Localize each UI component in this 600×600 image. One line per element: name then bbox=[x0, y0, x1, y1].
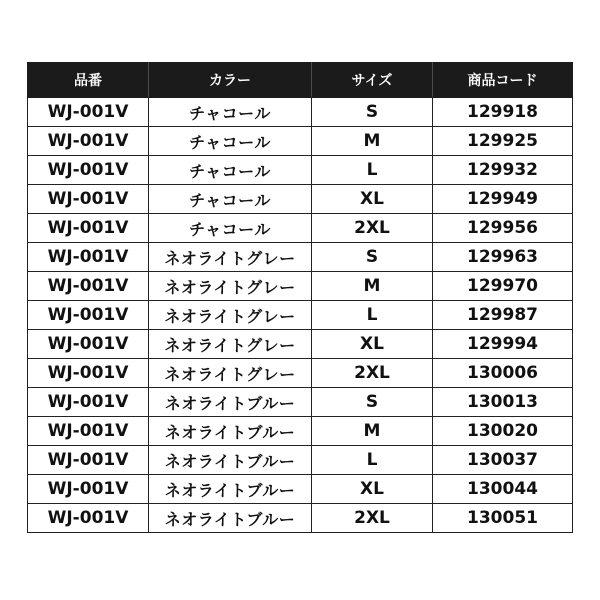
part-number-cell: WJ-001V bbox=[28, 301, 149, 330]
table-body bbox=[28, 98, 573, 533]
color-cell: チャコール bbox=[149, 127, 312, 156]
color-cell: ネオライトグレー bbox=[149, 359, 312, 388]
table-row bbox=[28, 272, 573, 301]
part-number-cell: WJ-001V bbox=[28, 243, 149, 272]
column-header-size: サイズ bbox=[312, 63, 433, 98]
size-cell: S bbox=[312, 98, 433, 127]
color-cell: チャコール bbox=[149, 156, 312, 185]
size-cell: 2XL bbox=[312, 504, 433, 533]
color-cell: チャコール bbox=[149, 214, 312, 243]
product-code-cell: 129970 bbox=[433, 272, 573, 301]
part-number-cell: WJ-001V bbox=[28, 475, 149, 504]
column-header-part-number: 品番 bbox=[28, 63, 149, 98]
part-number-cell: WJ-001V bbox=[28, 417, 149, 446]
column-header-product-code: 商品コード bbox=[433, 63, 573, 98]
part-number-cell: WJ-001V bbox=[28, 156, 149, 185]
color-cell: ネオライトブルー bbox=[149, 388, 312, 417]
color-cell: ネオライトブルー bbox=[149, 417, 312, 446]
color-cell: チャコール bbox=[149, 185, 312, 214]
product-code-cell: 130006 bbox=[433, 359, 573, 388]
column-header-color: カラー bbox=[149, 63, 312, 98]
header-row bbox=[28, 63, 573, 98]
part-number-cell: WJ-001V bbox=[28, 185, 149, 214]
product-code-cell: 129918 bbox=[433, 98, 573, 127]
product-code-cell: 129994 bbox=[433, 330, 573, 359]
table-row bbox=[28, 388, 573, 417]
color-cell: ネオライトブルー bbox=[149, 446, 312, 475]
color-cell: ネオライトブルー bbox=[149, 504, 312, 533]
color-cell: ネオライトグレー bbox=[149, 301, 312, 330]
product-code-table bbox=[27, 62, 573, 533]
size-cell: 2XL bbox=[312, 214, 433, 243]
table-row bbox=[28, 156, 573, 185]
size-cell: L bbox=[312, 301, 433, 330]
table-row bbox=[28, 127, 573, 156]
product-code-cell: 130044 bbox=[433, 475, 573, 504]
table-row bbox=[28, 214, 573, 243]
size-cell: S bbox=[312, 243, 433, 272]
product-code-cell: 130051 bbox=[433, 504, 573, 533]
product-code-cell: 130020 bbox=[433, 417, 573, 446]
table-row bbox=[28, 330, 573, 359]
part-number-cell: WJ-001V bbox=[28, 214, 149, 243]
color-cell: チャコール bbox=[149, 98, 312, 127]
color-cell: ネオライトブルー bbox=[149, 475, 312, 504]
product-code-cell: 129956 bbox=[433, 214, 573, 243]
part-number-cell: WJ-001V bbox=[28, 446, 149, 475]
color-cell: ネオライトグレー bbox=[149, 330, 312, 359]
part-number-cell: WJ-001V bbox=[28, 388, 149, 417]
product-code-cell: 129963 bbox=[433, 243, 573, 272]
part-number-cell: WJ-001V bbox=[28, 359, 149, 388]
table-header bbox=[28, 63, 573, 98]
table-row bbox=[28, 446, 573, 475]
size-cell: 2XL bbox=[312, 359, 433, 388]
color-cell: ネオライトグレー bbox=[149, 272, 312, 301]
table-row bbox=[28, 185, 573, 214]
table-row bbox=[28, 475, 573, 504]
size-cell: M bbox=[312, 417, 433, 446]
product-code-cell: 130013 bbox=[433, 388, 573, 417]
color-cell: ネオライトグレー bbox=[149, 243, 312, 272]
part-number-cell: WJ-001V bbox=[28, 127, 149, 156]
table-row bbox=[28, 98, 573, 127]
part-number-cell: WJ-001V bbox=[28, 330, 149, 359]
table-row bbox=[28, 417, 573, 446]
table-row bbox=[28, 359, 573, 388]
part-number-cell: WJ-001V bbox=[28, 272, 149, 301]
product-code-cell: 129932 bbox=[433, 156, 573, 185]
product-code-cell: 129987 bbox=[433, 301, 573, 330]
size-cell: M bbox=[312, 272, 433, 301]
size-cell: S bbox=[312, 388, 433, 417]
table-row bbox=[28, 301, 573, 330]
part-number-cell: WJ-001V bbox=[28, 504, 149, 533]
product-code-cell: 129949 bbox=[433, 185, 573, 214]
size-cell: XL bbox=[312, 330, 433, 359]
size-cell: M bbox=[312, 127, 433, 156]
product-code-cell: 129925 bbox=[433, 127, 573, 156]
size-cell: L bbox=[312, 446, 433, 475]
table-row bbox=[28, 504, 573, 533]
table-row bbox=[28, 243, 573, 272]
product-code-cell: 130037 bbox=[433, 446, 573, 475]
part-number-cell: WJ-001V bbox=[28, 98, 149, 127]
size-cell: XL bbox=[312, 475, 433, 504]
size-cell: L bbox=[312, 156, 433, 185]
size-cell: XL bbox=[312, 185, 433, 214]
